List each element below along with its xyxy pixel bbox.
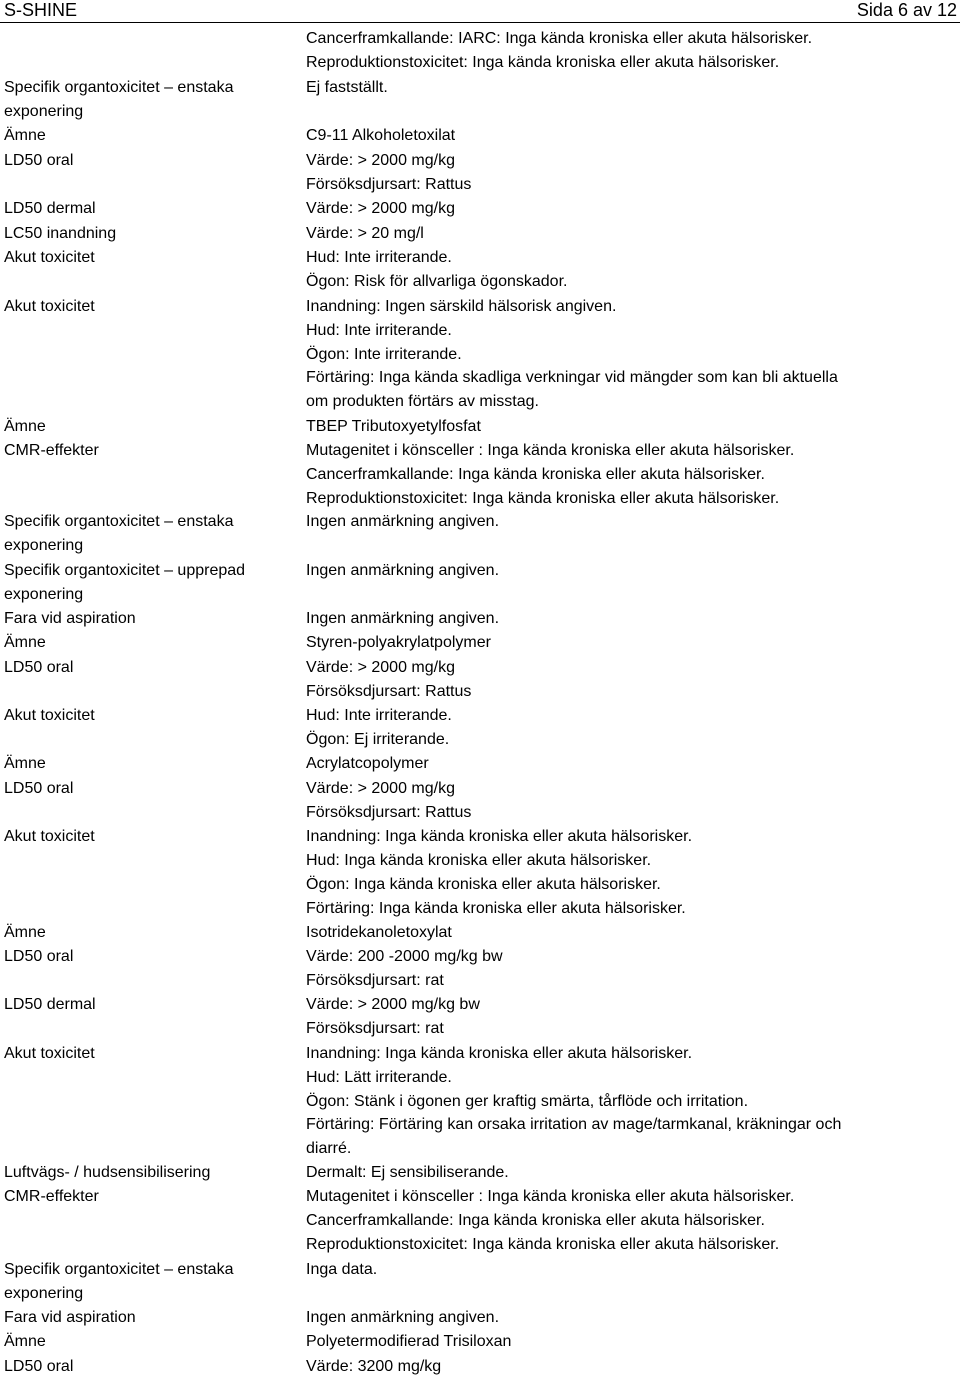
right-column-line: Cancerframkallande: IARC: Inga kända kroniska eller akuta hälsorisker.: [306, 30, 813, 47]
right-column-line: Ögon: Inte irriterande.: [306, 346, 462, 363]
header-product-name: S-SHINE: [4, 0, 78, 20]
right-column-line: Mutagenitet i könsceller : Inga kända kroniska eller akuta hälsorisker.: [306, 1188, 795, 1205]
right-column-line: Försöksdjursart: rat: [306, 972, 444, 989]
left-column-line: Akut toxicitet: [4, 828, 95, 845]
right-column-line: Inga data.: [306, 1261, 378, 1278]
left-column-line: Akut toxicitet: [4, 249, 95, 266]
right-column-line: Isotridekanoletoxylat: [306, 924, 452, 941]
right-column-line: Styren-polyakrylatpolymer: [306, 634, 491, 651]
right-column-line: Reproduktionstoxicitet: Inga kända kroniska eller akuta hälsorisker.: [306, 1236, 780, 1253]
left-column-line: Specifik organtoxicitet – enstaka: [4, 1261, 234, 1278]
left-column-line: LD50 oral: [4, 152, 74, 169]
right-column-line: om produkten förtärs av misstag.: [306, 393, 539, 410]
header-page-number: Sida 6 av 12: [856, 0, 957, 20]
right-column-line: Acrylatcopolymer: [306, 755, 429, 772]
right-column-line: Försöksdjursart: Rattus: [306, 683, 472, 700]
right-column-line: Hud: Lätt irriterande.: [306, 1069, 452, 1086]
right-column-line: Ögon: Inga kända kroniska eller akuta hälsorisker.: [306, 876, 661, 893]
left-column-line: Fara vid aspiration: [4, 610, 136, 627]
right-column-line: Värde: > 2000 mg/kg: [306, 780, 455, 797]
right-column-line: Hud: Inte irriterande.: [306, 249, 452, 266]
left-column-line: Fara vid aspiration: [4, 1309, 136, 1326]
right-column-line: Värde: > 2000 mg/kg: [306, 200, 455, 217]
left-column-line: Akut toxicitet: [4, 707, 95, 724]
right-column-line: Försöksdjursart: Rattus: [306, 804, 472, 821]
right-column-line: Försöksdjursart: rat: [306, 1020, 444, 1037]
left-column-line: Ämne: [4, 418, 46, 435]
right-column-line: C9-11 Alkoholetoxilat: [306, 127, 456, 144]
right-column-line: Hud: Inga kända kroniska eller akuta hälsorisker.: [306, 852, 652, 869]
right-column-line: Ingen anmärkning angiven.: [306, 610, 500, 627]
right-column-line: Hud: Inte irriterande.: [306, 322, 452, 339]
left-column-line: Specifik organtoxicitet – enstaka: [4, 513, 234, 530]
right-column-line: Mutagenitet i könsceller : Inga kända kroniska eller akuta hälsorisker.: [306, 442, 795, 459]
right-column-line: Förtäring: Förtäring kan orsaka irritation av mage/tarmkanal, kräkningar och: [306, 1116, 842, 1133]
right-column-line: Ingen anmärkning angiven.: [306, 1309, 500, 1326]
right-column-line: Ögon: Ej irriterande.: [306, 731, 450, 748]
left-column-line: Ämne: [4, 127, 46, 144]
right-column-line: Värde: 3200 mg/kg: [306, 1358, 442, 1375]
left-column-line: LD50 oral: [4, 659, 74, 676]
left-column-line: CMR-effekter: [4, 1188, 99, 1205]
left-column-line: LD50 dermal: [4, 996, 96, 1013]
right-column-line: diarré.: [306, 1140, 352, 1157]
right-column-line: Hud: Inte irriterande.: [306, 707, 452, 724]
right-column-line: Ingen anmärkning angiven.: [306, 562, 500, 579]
left-column-line: exponering: [4, 103, 84, 120]
right-column-line: Värde: > 20 mg/l: [306, 225, 424, 242]
right-column-line: Ej fastställt.: [306, 79, 388, 96]
left-column-line: LD50 dermal: [4, 200, 96, 217]
left-column-line: Akut toxicitet: [4, 1045, 95, 1062]
right-column-line: Reproduktionstoxicitet: Inga kända kroniska eller akuta hälsorisker.: [306, 490, 780, 507]
right-column-line: Inandning: Inga kända kroniska eller akuta hälsorisker.: [306, 1045, 693, 1062]
right-column-line: Värde: 200 -2000 mg/kg bw: [306, 948, 503, 965]
left-column-line: Ämne: [4, 634, 46, 651]
header-divider: [0, 22, 960, 23]
right-column-line: Dermalt: Ej sensibiliserande.: [306, 1164, 509, 1181]
right-column-line: Förtäring: Inga kända kroniska eller akuta hälsorisker.: [306, 900, 686, 917]
left-column-line: exponering: [4, 1285, 84, 1302]
right-column-line: Värde: > 2000 mg/kg: [306, 152, 455, 169]
right-column-line: Polyetermodifierad Trisiloxan: [306, 1333, 512, 1350]
right-column-line: TBEP Tributoxyetylfosfat: [306, 418, 481, 435]
left-column-line: Specifik organtoxicitet – upprepad: [4, 562, 246, 579]
left-column-line: exponering: [4, 537, 84, 554]
left-column-line: LD50 oral: [4, 780, 74, 797]
left-column-line: Ämne: [4, 924, 46, 941]
right-column-line: Inandning: Ingen särskild hälsorisk angiven.: [306, 298, 617, 315]
right-column-line: Försöksdjursart: Rattus: [306, 176, 472, 193]
left-column-line: LD50 oral: [4, 948, 74, 965]
left-column-line: LD50 oral: [4, 1358, 74, 1375]
right-column-line: Värde: > 2000 mg/kg bw: [306, 996, 480, 1013]
right-column-line: Inandning: Inga kända kroniska eller akuta hälsorisker.: [306, 828, 693, 845]
right-column-line: Ögon: Stänk i ögonen ger kraftig smärta, tårflöde och irritation.: [306, 1093, 749, 1110]
right-column-line: Ingen anmärkning angiven.: [306, 513, 500, 530]
right-column-line: Ögon: Risk för allvarliga ögonskador.: [306, 273, 568, 290]
left-column-line: exponering: [4, 586, 84, 603]
right-column-line: Cancerframkallande: Inga kända kroniska eller akuta hälsorisker.: [306, 466, 765, 483]
left-column-line: Akut toxicitet: [4, 298, 95, 315]
right-column-line: Värde: > 2000 mg/kg: [306, 659, 455, 676]
right-column-line: Förtäring: Inga kända skadliga verkningar vid mängder som kan bli aktuella: [306, 369, 838, 386]
right-column-line: Reproduktionstoxicitet: Inga kända kroniska eller akuta hälsorisker.: [306, 54, 780, 71]
left-column-line: Specifik organtoxicitet – enstaka: [4, 79, 234, 96]
left-column-line: Ämne: [4, 1333, 46, 1350]
left-column-line: Ämne: [4, 755, 46, 772]
right-column-line: Cancerframkallande: Inga kända kroniska eller akuta hälsorisker.: [306, 1212, 765, 1229]
left-column-line: CMR-effekter: [4, 442, 99, 459]
left-column-line: Luftvägs- / hudsensibilisering: [4, 1164, 211, 1181]
left-column-line: LC50 inandning: [4, 225, 117, 242]
